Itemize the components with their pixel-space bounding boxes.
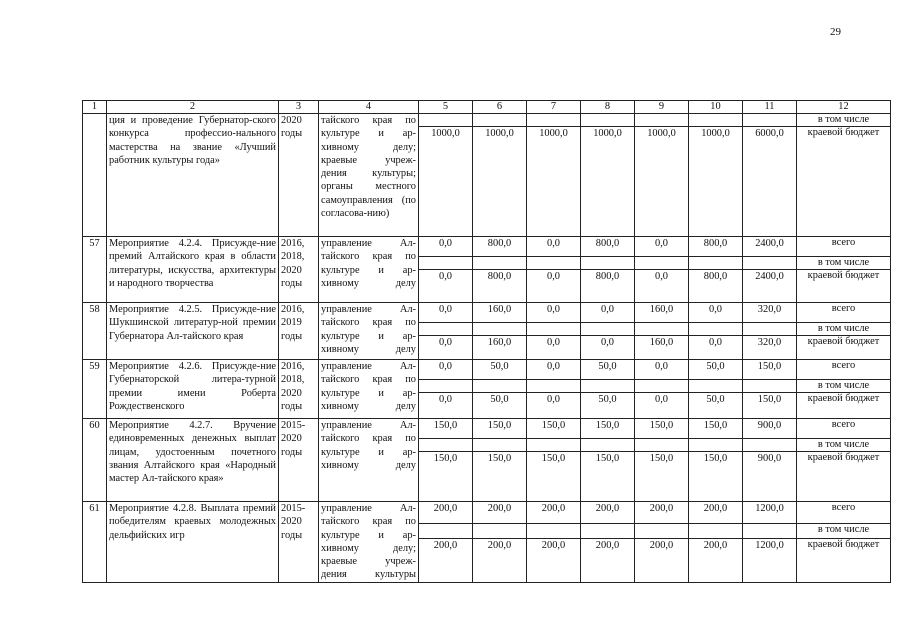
column-number: 10 [689, 101, 743, 114]
regional-value: 150,0 [635, 452, 689, 502]
total-value [581, 114, 635, 127]
empty-cell [527, 323, 581, 336]
regional-value: 1000,0 [689, 127, 743, 237]
empty-cell [527, 257, 581, 270]
activity-name: Мероприятие 4.2.6. Присужде-ние Губернаторской литера-турной премии имени Роберта Рождественского [107, 360, 279, 419]
regional-value: 0,0 [419, 270, 473, 303]
empty-cell [473, 380, 527, 393]
funding-source: всего [797, 502, 891, 524]
empty-cell [527, 524, 581, 538]
column-number: 12 [797, 101, 891, 114]
total-value: 50,0 [473, 360, 527, 380]
activity-row [83, 303, 891, 323]
empty-cell [527, 380, 581, 393]
activity-row [83, 502, 891, 524]
total-value: 0,0 [527, 303, 581, 323]
empty-cell [419, 380, 473, 393]
funding-source: краевой бюджет [797, 336, 891, 360]
empty-cell [419, 439, 473, 452]
funding-source: всего [797, 303, 891, 323]
activity-number: 59 [83, 360, 107, 419]
empty-cell [419, 257, 473, 270]
total-value [635, 114, 689, 127]
total-value [419, 114, 473, 127]
total-value: 200,0 [473, 502, 527, 524]
funding-source: краевой бюджет [797, 393, 891, 419]
column-number: 9 [635, 101, 689, 114]
total-value: 0,0 [527, 360, 581, 380]
total-value: 160,0 [635, 303, 689, 323]
empty-cell [635, 257, 689, 270]
page-number: 29 [830, 26, 841, 38]
regional-value: 200,0 [689, 538, 743, 582]
regional-value: 0,0 [527, 270, 581, 303]
total-value: 900,0 [743, 419, 797, 439]
regional-value: 320,0 [743, 336, 797, 360]
regional-value: 1000,0 [419, 127, 473, 237]
activity-years: 2020 годы [279, 114, 319, 237]
activity-years: 2016, 2018, 2020 годы [279, 237, 319, 303]
regional-value: 200,0 [581, 538, 635, 582]
total-value: 0,0 [419, 303, 473, 323]
empty-cell [635, 524, 689, 538]
program-activities-table [82, 100, 891, 583]
total-value [527, 114, 581, 127]
empty-cell [743, 439, 797, 452]
column-number: 5 [419, 101, 473, 114]
column-number: 7 [527, 101, 581, 114]
empty-cell [581, 257, 635, 270]
regional-value: 160,0 [473, 336, 527, 360]
column-number: 2 [107, 101, 279, 114]
total-value: 0,0 [581, 303, 635, 323]
column-number-header [83, 101, 891, 114]
regional-value: 160,0 [635, 336, 689, 360]
activity-number: 57 [83, 237, 107, 303]
activity-years: 2015-2020 годы [279, 502, 319, 583]
funding-source: в том числе [797, 524, 891, 538]
empty-cell [419, 524, 473, 538]
activity-executor: тайского края по культуре и ар-хивному делу; краевые учреж-дения культуры; органы местного самоуправления (по согласова-нию) [319, 114, 419, 237]
total-value [689, 114, 743, 127]
activity-row [83, 237, 891, 257]
regional-value: 50,0 [581, 393, 635, 419]
total-value: 150,0 [635, 419, 689, 439]
regional-value: 1200,0 [743, 538, 797, 582]
activity-name: Мероприятие 4.2.4. Присужде-ние премий Алтайского края в области литературы, искусства, архитектуры и народного творчества [107, 237, 279, 303]
empty-cell [473, 323, 527, 336]
total-value: 160,0 [473, 303, 527, 323]
regional-value: 0,0 [581, 336, 635, 360]
regional-value: 0,0 [419, 393, 473, 419]
total-value: 200,0 [527, 502, 581, 524]
activity-name: Мероприятие 4.2.7. Вручение единовременных денежных выплат лицам, удостоенным почетного звания Алтайского края «Народный мастер Ал-тайского края» [107, 419, 279, 502]
total-value: 50,0 [689, 360, 743, 380]
funding-source: в том числе [797, 257, 891, 270]
regional-value: 1000,0 [527, 127, 581, 237]
total-value: 2400,0 [743, 237, 797, 257]
regional-value: 0,0 [635, 270, 689, 303]
empty-cell [635, 439, 689, 452]
column-number: 8 [581, 101, 635, 114]
activity-executor: управление Ал-тайского края по культуре и ар-хивному делу [319, 360, 419, 419]
regional-value: 200,0 [419, 538, 473, 582]
regional-value: 0,0 [527, 336, 581, 360]
total-value: 1200,0 [743, 502, 797, 524]
funding-source: в том числе [797, 439, 891, 452]
regional-value: 800,0 [689, 270, 743, 303]
empty-cell [581, 439, 635, 452]
regional-value: 1000,0 [635, 127, 689, 237]
regional-value: 200,0 [635, 538, 689, 582]
empty-cell [743, 524, 797, 538]
regional-value: 0,0 [689, 336, 743, 360]
activity-name: Мероприятие 4.2.5. Присужде-ние Шукшинской литератур-ной премии Губернатора Ал-тайского края [107, 303, 279, 360]
empty-cell [689, 323, 743, 336]
total-value: 320,0 [743, 303, 797, 323]
empty-cell [635, 323, 689, 336]
activity-name: ция и проведение Губернатор-ского конкурса профессио-нального мастерства на звание «Лучший работник культуры года» [107, 114, 279, 237]
activity-number: 61 [83, 502, 107, 583]
column-number: 1 [83, 101, 107, 114]
regional-value: 0,0 [635, 393, 689, 419]
empty-cell [689, 439, 743, 452]
empty-cell [743, 323, 797, 336]
activity-number: 58 [83, 303, 107, 360]
funding-source: всего [797, 360, 891, 380]
total-value: 150,0 [527, 419, 581, 439]
empty-cell [473, 257, 527, 270]
total-value: 0,0 [419, 360, 473, 380]
funding-source: всего [797, 237, 891, 257]
funding-source: краевой бюджет [797, 452, 891, 502]
column-number: 6 [473, 101, 527, 114]
empty-cell [527, 439, 581, 452]
regional-value: 6000,0 [743, 127, 797, 237]
regional-value: 2400,0 [743, 270, 797, 303]
activity-number [83, 114, 107, 237]
activity-row [83, 114, 891, 127]
empty-cell [581, 323, 635, 336]
funding-source: в том числе [797, 114, 891, 127]
regional-value: 900,0 [743, 452, 797, 502]
total-value: 800,0 [689, 237, 743, 257]
regional-value: 1000,0 [581, 127, 635, 237]
empty-cell [581, 380, 635, 393]
empty-cell [743, 257, 797, 270]
total-value: 0,0 [689, 303, 743, 323]
total-value [473, 114, 527, 127]
regional-value: 1000,0 [473, 127, 527, 237]
activity-executor: управление Ал-тайского края по культуре и ар-хивному делу; краевые учреж-дения культуры [319, 502, 419, 583]
total-value: 150,0 [473, 419, 527, 439]
total-value: 200,0 [581, 502, 635, 524]
funding-source: всего [797, 419, 891, 439]
regional-value: 150,0 [527, 452, 581, 502]
column-number: 4 [319, 101, 419, 114]
total-value: 0,0 [635, 360, 689, 380]
empty-cell [581, 524, 635, 538]
activity-executor: управление Ал-тайского края по культуре и ар-хивному делу [319, 237, 419, 303]
activity-row [83, 360, 891, 380]
activity-years: 2016, 2019 годы [279, 303, 319, 360]
total-value: 150,0 [743, 360, 797, 380]
regional-value: 50,0 [689, 393, 743, 419]
regional-value: 150,0 [419, 452, 473, 502]
empty-cell [689, 257, 743, 270]
activity-executor: управление Ал-тайского края по культуре и ар-хивному делу [319, 419, 419, 502]
column-number: 11 [743, 101, 797, 114]
regional-value: 800,0 [473, 270, 527, 303]
regional-value: 150,0 [473, 452, 527, 502]
regional-value: 200,0 [473, 538, 527, 582]
funding-source: краевой бюджет [797, 127, 891, 237]
regional-value: 50,0 [473, 393, 527, 419]
empty-cell [419, 323, 473, 336]
total-value: 50,0 [581, 360, 635, 380]
activity-name: Мероприятие 4.2.8. Выплата премий победителям краевых молодежных дельфийских игр [107, 502, 279, 583]
regional-value: 150,0 [581, 452, 635, 502]
total-value: 150,0 [581, 419, 635, 439]
activity-years: 2016, 2018, 2020 годы [279, 360, 319, 419]
funding-source: в том числе [797, 323, 891, 336]
activity-number: 60 [83, 419, 107, 502]
total-value: 150,0 [689, 419, 743, 439]
total-value: 150,0 [419, 419, 473, 439]
regional-value: 0,0 [419, 336, 473, 360]
regional-value: 0,0 [527, 393, 581, 419]
regional-value: 200,0 [527, 538, 581, 582]
activity-years: 2015-2020 годы [279, 419, 319, 502]
total-value: 800,0 [473, 237, 527, 257]
column-number: 3 [279, 101, 319, 114]
funding-source: краевой бюджет [797, 270, 891, 303]
empty-cell [473, 524, 527, 538]
funding-source: в том числе [797, 380, 891, 393]
total-value [743, 114, 797, 127]
funding-source: краевой бюджет [797, 538, 891, 582]
total-value: 0,0 [527, 237, 581, 257]
activity-executor: управление Ал-тайского края по культуре и ар-хивному делу [319, 303, 419, 360]
empty-cell [635, 380, 689, 393]
total-value: 200,0 [689, 502, 743, 524]
regional-value: 800,0 [581, 270, 635, 303]
total-value: 200,0 [635, 502, 689, 524]
empty-cell [689, 380, 743, 393]
regional-value: 150,0 [689, 452, 743, 502]
total-value: 0,0 [635, 237, 689, 257]
activity-row [83, 419, 891, 439]
regional-value: 150,0 [743, 393, 797, 419]
empty-cell [689, 524, 743, 538]
empty-cell [743, 380, 797, 393]
total-value: 800,0 [581, 237, 635, 257]
empty-cell [473, 439, 527, 452]
total-value: 0,0 [419, 237, 473, 257]
total-value: 200,0 [419, 502, 473, 524]
